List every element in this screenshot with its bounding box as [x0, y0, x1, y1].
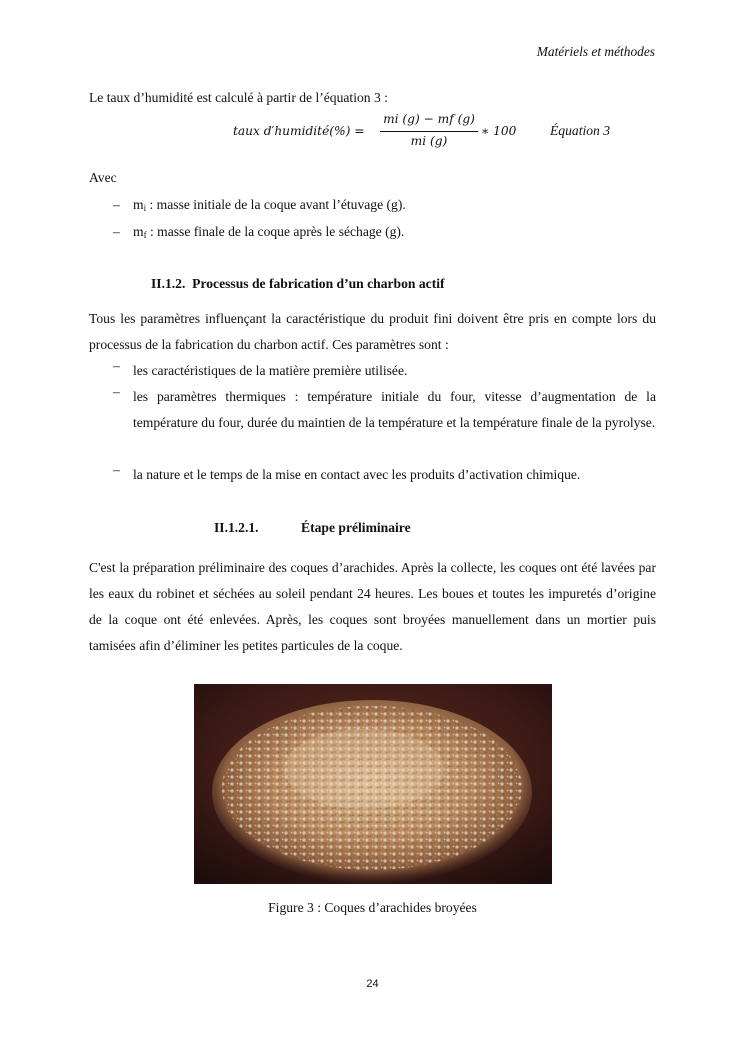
definition-mi: $m_i$ : masse initiale de la coque avant l’étuvage (g).	[133, 197, 406, 213]
list-item: la nature et le temps de la mise en contact avec les produits d’activation chimique.	[133, 467, 581, 482]
page-number: 24	[366, 978, 379, 990]
section-heading-ii-1-2	[151, 276, 445, 292]
definition-dash: –	[113, 197, 120, 212]
equation-label: Équation 3	[550, 123, 611, 138]
equation-multiplier: ∗ 100	[481, 124, 517, 138]
avec-label: Avec	[89, 170, 117, 185]
list-dash: –	[113, 462, 120, 477]
definition-dash: –	[113, 224, 120, 239]
equation-lhs: taux d′humidité(%) =	[233, 124, 365, 138]
crushed-peanut-shells-photo	[194, 684, 552, 884]
list-dash: –	[113, 384, 120, 399]
definition-mf: $m_f$ : masse finale de la coque après le séchage (g).	[133, 224, 405, 240]
list-item: les paramètres thermiques : température initiale du four, vitesse d’augmentation de la température du four, durée du maintien de la température et la température finale de la pyrolyse.	[133, 389, 656, 430]
equation-3	[0, 110, 745, 154]
paragraph-parameters-intro: Tous les paramètres influençant la caractéristique du produit fini doivent être pris en compte lors du processus de la fabrication du charbon actif. Ces paramètres sont :	[89, 311, 656, 352]
running-header: Matériels et méthodes	[536, 44, 655, 59]
subsection-title: Étape préliminaire	[301, 520, 411, 535]
list-item: les caractéristiques de la matière première utilisée.	[133, 363, 408, 378]
section-number: II.1.2.	[151, 276, 186, 291]
subsection-number: II.1.2.1.	[214, 520, 259, 535]
paragraph-preliminary-step: C'est la préparation préliminaire des coques d’arachides. Après la collecte, les coques ont été lavées par les eaux du robinet et séchées au soleil pendant 24 heures. Les boues et toutes les impuretés d’origine de la coque ont été enlevées. Après, les coques sont broyées manuellement dans un mortier puis tamisées afin d’éliminer les petites particules de la coque.	[89, 560, 656, 653]
fraction-bar	[380, 131, 478, 132]
figure-caption: Figure 3 : Coques d’arachides broyées	[268, 900, 477, 915]
equation-numerator: mi (g) − mf (g)	[383, 112, 475, 126]
intro-text: Le taux d’humidité est calculé à partir de l’équation 3 :	[89, 90, 388, 105]
equation-denominator: mi (g)	[410, 134, 448, 148]
list-dash: –	[113, 358, 120, 373]
section-title: Processus de fabrication d’un charbon actif	[192, 276, 445, 291]
